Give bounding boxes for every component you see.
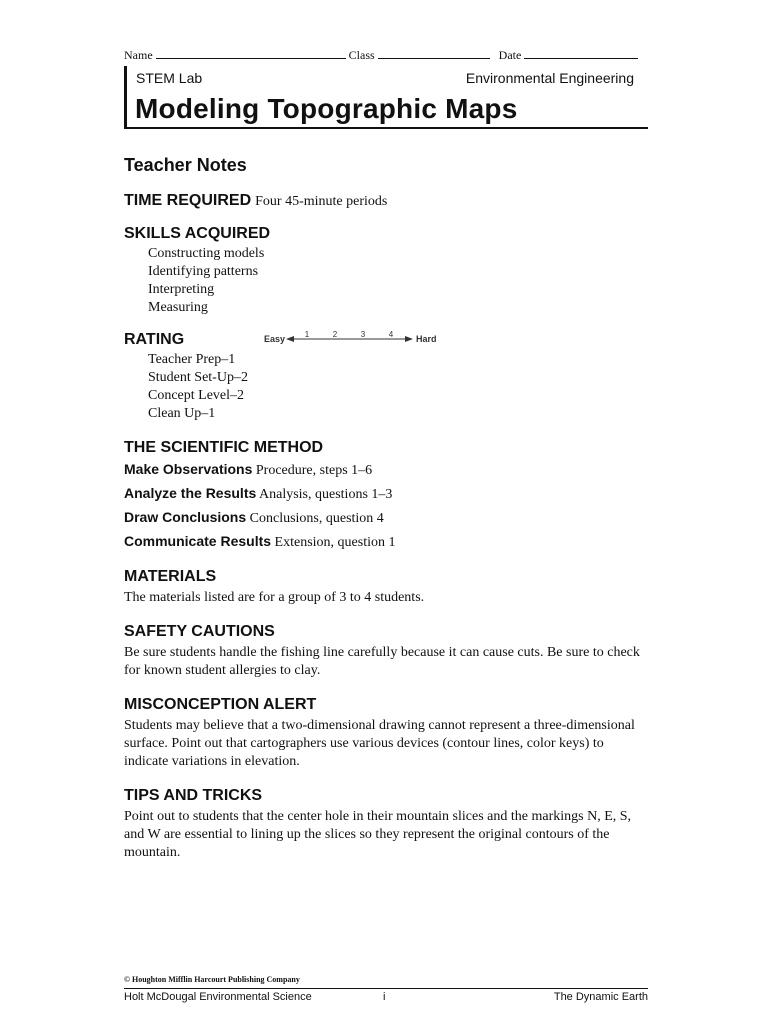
name-blank xyxy=(156,47,346,59)
method-value: Extension, question 1 xyxy=(274,535,396,550)
materials-heading: MATERIALS xyxy=(124,568,217,585)
scale-number: 2 xyxy=(332,330,338,339)
teacher-notes-content xyxy=(124,155,648,862)
class-label: Class xyxy=(348,48,375,62)
page-title: Modeling Topographic Maps xyxy=(135,93,518,124)
method-label: Analyze the Results xyxy=(124,485,257,501)
time-required-value: Four 45-minute periods xyxy=(255,194,388,209)
scale-left-arrow xyxy=(286,336,294,342)
materials-section xyxy=(124,568,648,607)
rating-item: Clean Up–1 xyxy=(148,406,216,421)
tips-heading: TIPS AND TRICKS xyxy=(124,787,263,804)
time-required-label: TIME REQUIRED xyxy=(124,192,252,209)
teacher-notes-heading: Teacher Notes xyxy=(124,155,247,175)
scale-hard-label: Hard xyxy=(416,334,437,344)
scale-number: 4 xyxy=(388,330,394,339)
tips-section xyxy=(124,787,648,862)
method-label: Communicate Results xyxy=(124,533,272,549)
title-underline xyxy=(124,127,648,129)
tips-text: Point out to students that the center hole in their mountain slices and the markings N, E, S, and W are essential to lining up the slices so they represent the original contours of the mountain. xyxy=(124,809,632,860)
scale-number: 3 xyxy=(360,330,366,339)
footer-chapter-title: The Dynamic Earth xyxy=(553,991,648,1003)
safety-text: Be sure students handle the fishing line carefully because it can cause cuts. Be sure to check for known student allergies to clay. xyxy=(124,645,640,678)
rating-item: Teacher Prep–1 xyxy=(148,352,236,367)
method-label: Draw Conclusions xyxy=(124,509,247,525)
safety-heading: SAFETY CAUTIONS xyxy=(124,623,275,640)
skills-heading: SKILLS ACQUIRED xyxy=(124,225,271,242)
rating-section xyxy=(124,331,648,423)
title-left-bar xyxy=(124,66,127,128)
method-row xyxy=(124,458,648,482)
method-label: Make Observations xyxy=(124,461,253,477)
time-required-section xyxy=(124,192,648,211)
method-value: Conclusions, question 4 xyxy=(249,511,384,526)
date-label: Date xyxy=(498,48,522,62)
lab-type: STEM Lab xyxy=(136,70,203,86)
scale-easy-label: Easy xyxy=(264,334,286,344)
scientific-method-list xyxy=(124,458,648,554)
rating-item: Concept Level–2 xyxy=(148,388,245,403)
scientific-method-heading: THE SCIENTIFIC METHOD xyxy=(124,439,324,456)
class-blank xyxy=(378,47,490,59)
date-blank xyxy=(524,47,638,59)
skills-section xyxy=(124,225,648,317)
misconception-heading: MISCONCEPTION ALERT xyxy=(124,696,317,713)
scientific-method-section xyxy=(124,439,648,554)
scale-right-arrow xyxy=(405,336,413,342)
rating-heading: RATING xyxy=(124,331,185,348)
method-row xyxy=(124,482,648,506)
method-row xyxy=(124,506,648,530)
copyright-notice: © Houghton Mifflin Harcourt Publishing Company xyxy=(124,975,300,984)
name-class-date-line xyxy=(124,47,648,63)
footer-page-number: i xyxy=(383,991,386,1003)
footer-rule xyxy=(124,988,648,989)
skill-item: Interpreting xyxy=(148,282,215,297)
skill-item: Measuring xyxy=(148,300,208,315)
footer-book-title: Holt McDougal Environmental Science xyxy=(124,991,312,1003)
skill-item: Constructing models xyxy=(148,246,265,261)
misconception-section xyxy=(124,696,648,771)
safety-section xyxy=(124,623,648,680)
method-row xyxy=(124,530,648,554)
materials-text: The materials listed are for a group of 3 to 4 students. xyxy=(124,590,425,605)
method-value: Analysis, questions 1–3 xyxy=(259,487,393,502)
scale-number: 1 xyxy=(304,330,310,339)
subject-label: Environmental Engineering xyxy=(465,70,634,86)
rating-list xyxy=(148,351,648,423)
method-value: Procedure, steps 1–6 xyxy=(255,463,373,478)
rating-item: Student Set-Up–2 xyxy=(148,370,248,385)
skill-item: Identifying patterns xyxy=(148,264,259,279)
skills-list xyxy=(148,245,648,317)
difficulty-scale xyxy=(262,330,442,346)
misconception-text: Students may believe that a two-dimensional drawing cannot represent a three-dimensional surface. Point out that cartographers use various devices (contour lines, color keys) to indicate variations in elevation. xyxy=(124,718,635,769)
name-label: Name xyxy=(124,48,153,62)
